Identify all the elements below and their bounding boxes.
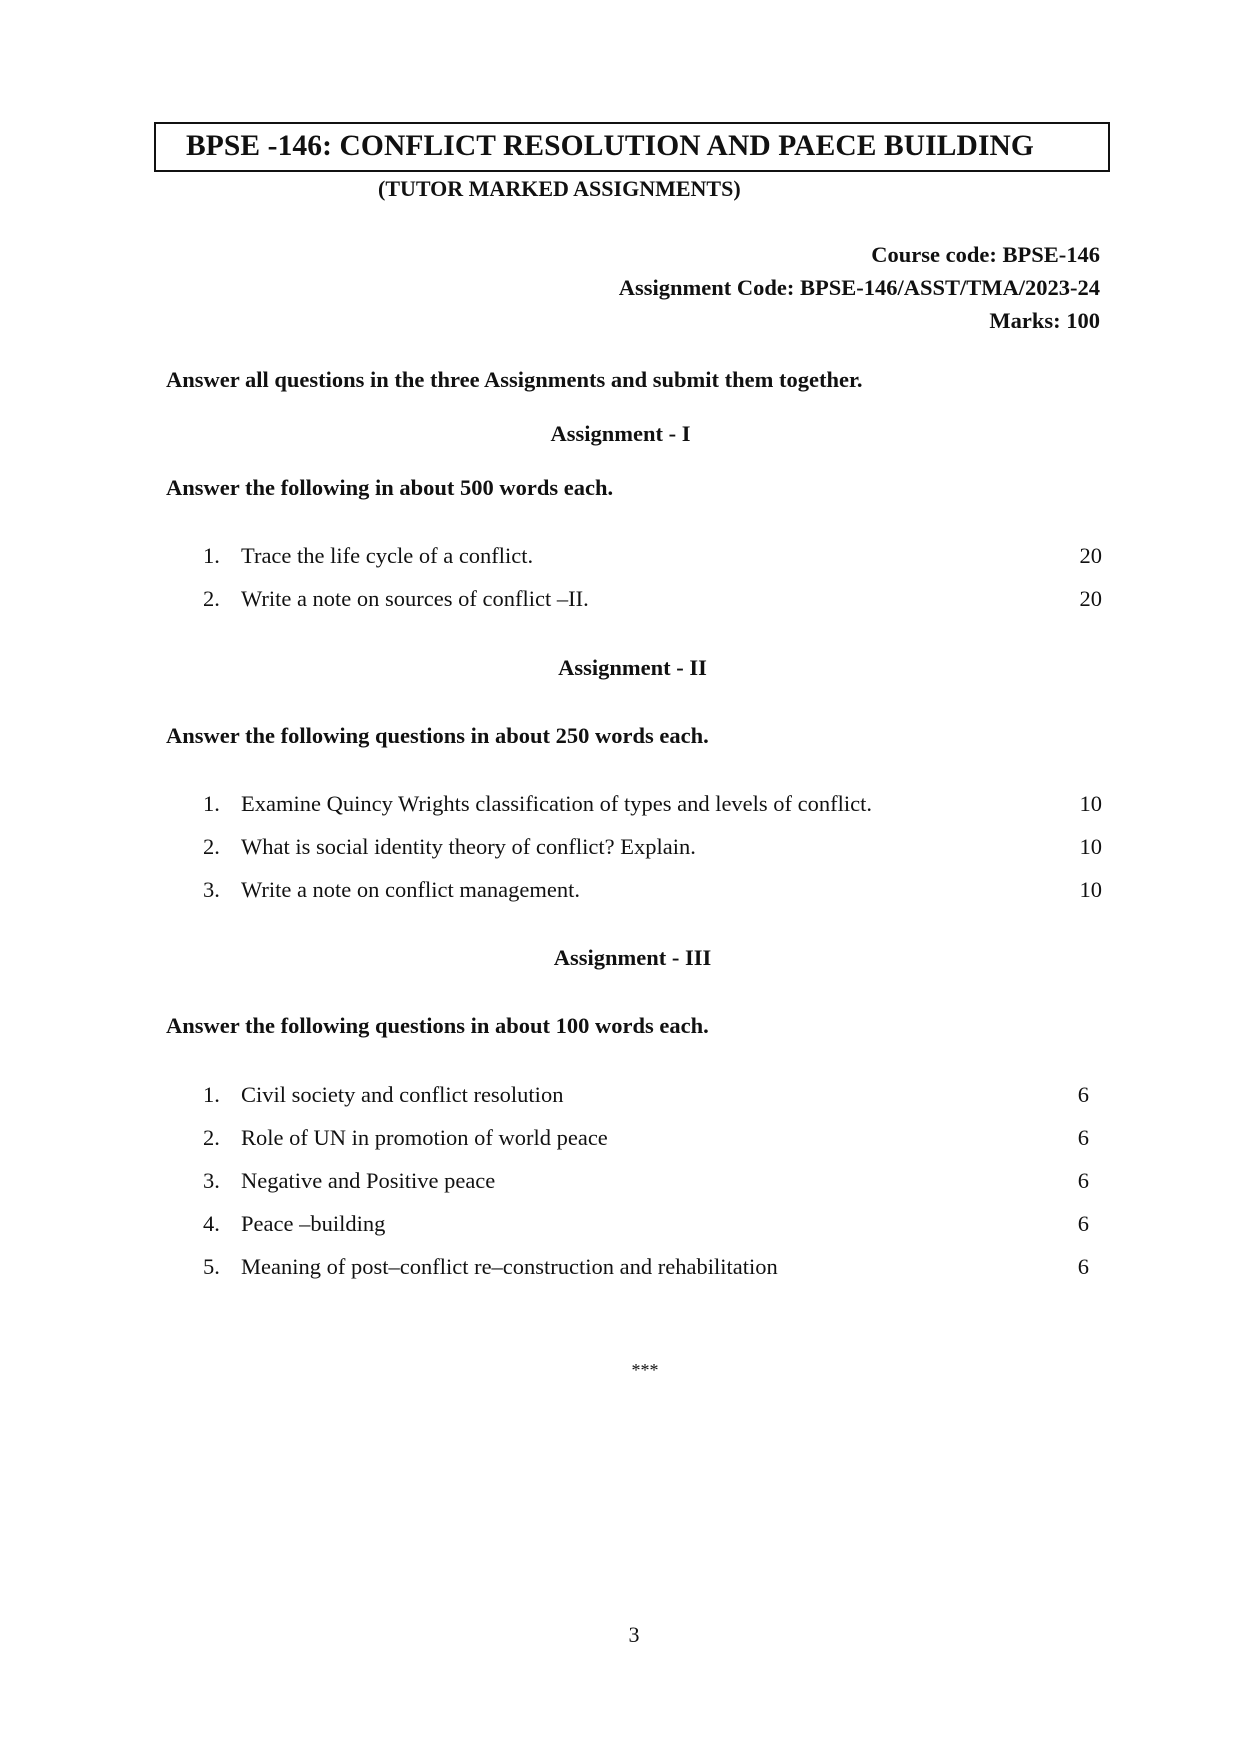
question-text: Civil society and conflict resolution xyxy=(241,1082,564,1107)
question-marks: 10 xyxy=(1079,834,1102,859)
document-title: BPSE -146: CONFLICT RESOLUTION AND PAECE BUILDING xyxy=(186,130,1034,162)
question-marks: 6 xyxy=(1077,1082,1089,1107)
question-text: Negative and Positive peace xyxy=(241,1168,496,1193)
assignment-code: Assignment Code: BPSE-146/ASST/TMA/2023-24 xyxy=(618,275,1100,300)
question-text: Role of UN in promotion of world peace xyxy=(241,1125,608,1150)
assignment-heading: Assignment - III xyxy=(553,945,712,970)
question-number: 4. xyxy=(203,1211,220,1236)
question-text: Trace the life cycle of a conflict. xyxy=(241,543,534,568)
question-number: 5. xyxy=(203,1254,220,1279)
question-text: Examine Quincy Wrights classification of types and levels of conflict. xyxy=(241,791,873,816)
question-marks: 20 xyxy=(1079,543,1102,568)
question-marks: 6 xyxy=(1077,1125,1089,1150)
course-code: Course code: BPSE-146 xyxy=(871,242,1100,267)
document-subtitle: (TUTOR MARKED ASSIGNMENTS) xyxy=(378,176,741,201)
assignment-instruction: Answer the following questions in about 100 words each. xyxy=(166,1013,709,1038)
title-box xyxy=(154,122,1110,172)
question-marks: 20 xyxy=(1079,586,1102,611)
question-number: 1. xyxy=(203,543,220,568)
total-marks: Marks: 100 xyxy=(989,308,1100,333)
assignment-heading: Assignment - I xyxy=(550,421,691,446)
question-number: 2. xyxy=(203,834,220,859)
question-text: Peace –building xyxy=(241,1211,386,1236)
assignment-instruction: Answer the following questions in about 250 words each. xyxy=(166,723,709,748)
question-text: What is social identity theory of conflict? Explain. xyxy=(241,834,696,859)
question-marks: 10 xyxy=(1079,877,1102,902)
question-number: 3. xyxy=(203,877,220,902)
page-number: 3 xyxy=(628,1622,640,1647)
end-marker: *** xyxy=(631,1360,659,1380)
question-text: Write a note on conflict management. xyxy=(241,877,580,902)
general-instruction: Answer all questions in the three Assignments and submit them together. xyxy=(166,367,863,392)
question-number: 1. xyxy=(203,791,220,816)
question-number: 2. xyxy=(203,586,220,611)
question-number: 2. xyxy=(203,1125,220,1150)
question-text: Meaning of post–conflict re–construction and rehabilitation xyxy=(241,1254,778,1279)
assignment-heading: Assignment - II xyxy=(558,655,707,680)
assignment-instruction: Answer the following in about 500 words each. xyxy=(166,475,614,500)
question-marks: 10 xyxy=(1079,791,1102,816)
question-marks: 6 xyxy=(1077,1211,1089,1236)
question-text: Write a note on sources of conflict –II. xyxy=(241,586,589,611)
question-number: 1. xyxy=(203,1082,220,1107)
question-marks: 6 xyxy=(1077,1168,1089,1193)
question-number: 3. xyxy=(203,1168,220,1193)
question-marks: 6 xyxy=(1077,1254,1089,1279)
